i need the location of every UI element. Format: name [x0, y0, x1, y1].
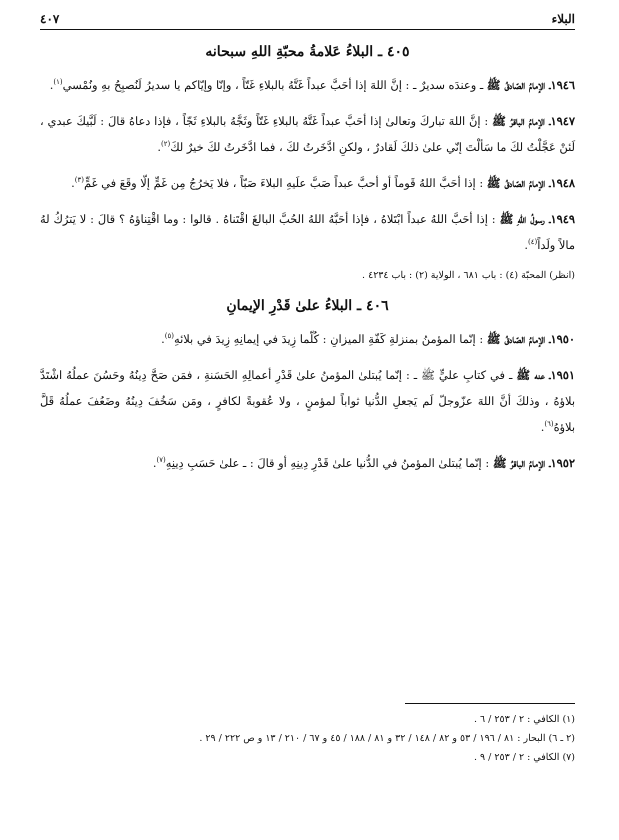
footnote-marker: (٧) — [156, 456, 166, 465]
running-head — [40, 12, 575, 30]
hadith-number: ١٩٤٩ — [550, 212, 576, 226]
page-number: ٤٠٧ — [40, 12, 60, 26]
hadith-text: : إذا أحَبَّ اللهُ قَوماً أو أحبَّ عبداً صَبَّ علَيهِ البلاءَ صَبّاً ، فلا يَخرُجُ مِن غَمٍّ إلّا وقَعَ في غَمٍّ — [83, 176, 487, 190]
hadith-number: ١٩٥٠ — [550, 332, 575, 346]
hadith-end: . — [161, 332, 165, 346]
hadith-number: ١٩٤٨ — [550, 176, 575, 190]
footnote-marker: (٤) — [527, 238, 538, 247]
footnote-marker: (١) — [53, 78, 63, 87]
hadith-entry — [40, 170, 575, 196]
hadith-text: : إنَّ اللهَ تباركَ وتعالىٰ إذا أحَبَّ عبداً غَتَّهُ بالبلاءِ غَتّاً وثَجَّهُ بالبلاءِ ثَجّاً ، فإذا دعاهُ قالَ : لَبَّيكَ عبدي ، لَئنْ عَجَّلْتُ لكَ ما سَألْتَ إنّي علىٰ ذلكَ لَقادرٌ ، ولكنِ ادَّخَرتُ لكَ ، فما ادَّخَرتُ لكَ خيرٌ لكَ — [40, 114, 575, 154]
hadith-entry — [40, 206, 575, 258]
footnote: (٧) الكافي : ٢ / ٢٥٣ / ٩ . — [473, 752, 575, 763]
hadith-entry — [40, 450, 575, 476]
hadith-entry — [40, 72, 575, 98]
hadith-text: ـ في كتابِ عليٍّ ﷺ ـ : إنّما يُبتلىٰ المؤمنُ علىٰ قَدْرِ أعمالِهِ الحَسَنةِ ، فمَن صَحَّ دِينُهُ وحَسُنَ عملُهُ اشْتَدَّ بلاؤهُ ، وذلكَ أنَّ اللهَ عزّوجلّ لَم يَجعلِ الدُّنيا ثواباً لمؤمنٍ ، ولا عُقوبةً لكافرٍ ، ومَن سَخُفَ دِينُهُ وضَعُفَ عملُهُ قَلَّ بلاؤهُ — [40, 368, 575, 434]
hadith-narrator: ـ الإمامُ الصّادقُ ﷺ — [486, 78, 551, 92]
hadith-entry — [40, 362, 575, 440]
hadith-narrator: ـ الإمامُ الصّادقُ ﷺ — [486, 332, 551, 346]
hadith-narrator: ـ الإمامُ الباقرُ ﷺ — [492, 114, 551, 128]
hadith-text: : إذا أحَبَّ اللهُ عبداً ابْتَلاهُ ، فإذا أحَبَّهُ اللهُ الحُبَّ البالغَ اقْتَناهُ . قالوا : وما اقْتِناؤهُ ؟ قالَ : لا يَترُكُ لهُ مالاً ولَداً — [40, 212, 575, 252]
hadith-narrator: ـ الإمامُ الصّادقُ ﷺ — [486, 176, 551, 190]
hadith-end: . — [157, 140, 161, 154]
footnote-marker: (٦) — [544, 420, 554, 429]
hadith-text: ـ وعندَه سديرٌ ـ : إنَّ اللهَ إذا أحَبَّ عبداً غَتَّهُ بالبلاءِ غَتّاً ، وإنّا وإيّاكم يا سديرُ لَنُصبِحُ بهِ ونُمْسي — [62, 78, 487, 92]
hadith-number: ١٩٤٧ — [550, 114, 575, 128]
hadith-end: . — [49, 78, 54, 92]
footnotes — [40, 703, 575, 767]
footnote-rule — [405, 703, 575, 704]
hadith-text: : إنّما المؤمنُ بمنزلةِ كَفّةِ الميزانِ : كُلّما زِيدَ في إيمانِهِ زِيدَ في بلائهِ — [173, 332, 487, 346]
section-title: ٤٠٦ ـ البلاءُ علىٰ قَدْرِ الإيمانِ — [226, 298, 389, 314]
hadith-number: ١٩٤٦ — [550, 78, 575, 92]
page-content — [40, 44, 575, 486]
hadith-text: : إنّما يُبتلىٰ المؤمنُ في الدُّنيا علىٰ قَدْرِ دِينِهِ أو قالَ : ـ علىٰ حَسَبِ دِينِهِ — [165, 456, 493, 470]
hadith-entry — [40, 108, 575, 160]
hadith-narrator: ـ رسولُ اللهِ ﷺ — [499, 212, 551, 226]
hadith-end: . — [71, 176, 75, 190]
footnote: (٢ ـ ٦) البحار : ٨١ / ١٩٦ / ٥٣ و ٨٢ / ١٤٨ / ٣٢ و ٨١ / ١٨٨ / ٤٥ و ٦٧ / ٢١٠ / ١٣ و ص ٢٢٢ / ٢٩ . — [199, 733, 575, 744]
footnote-marker: (٥) — [164, 332, 174, 341]
hadith-end: . — [540, 420, 545, 434]
hadith-entry — [40, 326, 575, 352]
hadith-end: . — [524, 238, 528, 252]
footnote-marker: (٢) — [160, 140, 171, 149]
footnote: (١) الكافي : ٢ / ٢٥٣ / ٦ . — [473, 714, 575, 725]
footnote-marker: (٣) — [74, 176, 84, 185]
cross-reference: (انظر) المحبّة (٤) : باب ٦٨١ ، الولاية (٢) : باب ٤٢٣٤ . — [362, 270, 575, 281]
hadith-number: ١٩٥١ — [550, 368, 575, 382]
hadith-narrator: ـ عنه ﷺ — [516, 368, 551, 382]
hadith-end: . — [152, 456, 157, 470]
hadith-narrator: ـ الإمامُ الباقرُ ﷺ — [492, 456, 551, 470]
hadith-number: ١٩٥٢ — [550, 456, 575, 470]
section-title: ٤٠٥ ـ البلاءُ عَلامةُ محبّةِ اللهِ سبحانه — [205, 44, 410, 60]
running-head-title: البلاء — [551, 12, 575, 26]
